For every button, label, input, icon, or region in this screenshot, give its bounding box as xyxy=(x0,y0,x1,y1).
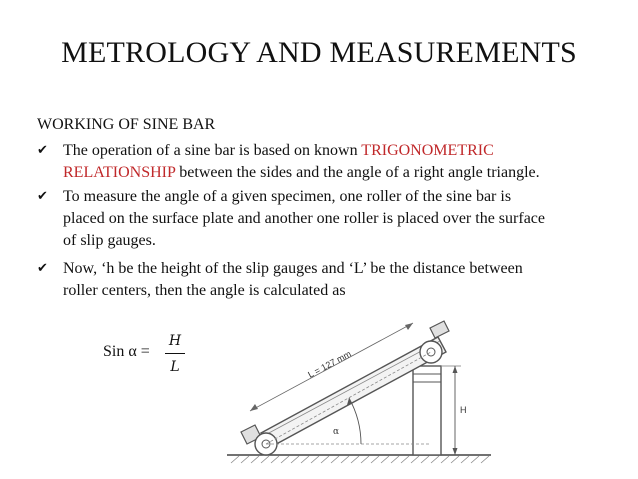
formula-numerator: H xyxy=(168,333,182,349)
angle-arc xyxy=(349,398,361,444)
bullet-line: roller centers, then the angle is calculated as xyxy=(63,282,346,299)
checkmark-icon: ✔ xyxy=(37,143,48,158)
surface-plate xyxy=(227,455,491,463)
bullet-item xyxy=(37,186,545,252)
slide-title: METROLOGY AND MEASUREMENTS xyxy=(61,36,577,69)
bullet-line xyxy=(37,140,540,162)
highlight-term: RELATIONSHIP xyxy=(63,164,176,181)
formula-denominator: L xyxy=(170,359,180,375)
bullet-line: placed on the surface plate and another one roller is placed over the surface xyxy=(63,210,545,227)
height-dimension xyxy=(442,366,461,455)
height-label: H xyxy=(460,405,467,415)
section-heading: WORKING OF SINE BAR xyxy=(37,116,216,133)
highlight-term: TRIGONOMETRIC xyxy=(361,142,494,159)
bullet-text: The operation of a sine bar is based on known xyxy=(63,142,362,159)
bullet-line: of slip gauges. xyxy=(63,232,156,249)
slip-gauges xyxy=(413,366,441,455)
bullet-item xyxy=(37,258,523,302)
bullet-line: To measure the angle of a given specimen, one roller of the sine bar is xyxy=(63,188,512,205)
checkmark-icon: ✔ xyxy=(37,261,48,276)
sine-bar-diagram xyxy=(225,316,493,468)
angle-label: α xyxy=(333,427,340,437)
fraction-bar xyxy=(165,353,185,354)
bullet-item xyxy=(37,140,540,184)
bullet-line xyxy=(37,162,540,184)
formula-fraction xyxy=(165,332,185,376)
formula-lhs: Sin α = xyxy=(103,343,150,360)
bullet-line: Now, ‘h be the height of the slip gauges and ‘L’ be the distance between xyxy=(63,260,523,277)
checkmark-icon: ✔ xyxy=(37,189,48,204)
bullet-text: between the sides and the angle of a right angle triangle. xyxy=(175,164,540,181)
length-label: L = 127 mm xyxy=(306,348,353,380)
